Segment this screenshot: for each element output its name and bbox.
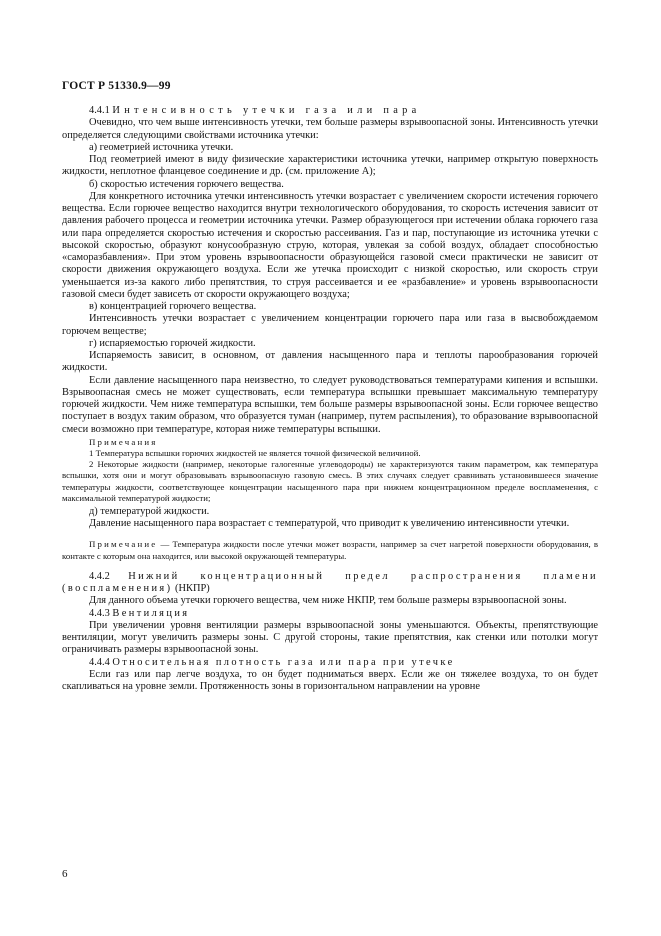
note-2: 2 Некоторые жидкости (например, некоторые галогенные углеводороды) не характеризуются таким параметром, как температура вспышки, хотя они и могут образовывать взрывоопасную газовую смесь. В этих случаях следует сравнивать установившееся значение температуры жидкости, соответствующее концентрации насыщенного пара при нижнем концентрационном пределе воспламенения, с максимальной температурой жидкости; bbox=[62, 459, 598, 503]
note-3-text: — Температура жидкости после утечки может возрасти, например за счет нагретой поверхности оборудования, в контакте с которым она находится, или высокой окружающей температуры. bbox=[62, 539, 598, 561]
paragraph: Для конкретного источника утечки интенсивность утечки возрастает с увеличением скорости истечения горючего вещества. Если горючее вещество находится внутри технологического оборудования, то скорость истечения зависит от давления рабочего процесса и геометрии источника утечки. Размер образующегося при истечении облака горючего газа или пара определяется скоростью истечения и скоростью рассеивания. Газ и пар, поступающие из источника утечки с высокой скоростью, образуют конусообразную струю, которая, увлекая за собой воздух, обладает способностью «саморазбавления». При этом уровень взрывоопасности образующейся газовой смеси практически не зависит от скорости движения окружающего воздуха. Если же утечка происходит с низкой скоростью, или скорость струи уменьшается из-за какого либо препятствия, то струя рассеивается и ее «разбавление» и уровень взрывоопасности газовой смеси будет зависеть от скорости окружающего воздуха; bbox=[62, 190, 598, 300]
section-title: Интенсивность утечки газа или пара bbox=[112, 105, 421, 116]
paragraph: При увеличении уровня вентиляции размеры взрывоопасной зоны уменьшаются. Объекты, препятствующие вентиляции, могут увеличить размеры зоны. С другой стороны, такие препятствия, как стенки или потолки могут ограничивать размеры взрывоопасной зоны. bbox=[62, 619, 598, 656]
section-title: Нижний концентрационный предел распространения пламени (воспламенения) bbox=[62, 570, 598, 595]
section-title: Относительная плотность газа или пара при утечке bbox=[112, 656, 455, 668]
page-number: 6 bbox=[62, 868, 68, 880]
section-4-4-1-heading bbox=[62, 105, 598, 117]
note-3 bbox=[62, 539, 598, 561]
notes-title: Примечания bbox=[89, 436, 158, 447]
section-4-4-3-heading bbox=[62, 608, 598, 620]
list-item-v: в) концентрацией горючего вещества. bbox=[89, 301, 257, 312]
list-item-b: б) скоростью истечения горючего вещества. bbox=[89, 178, 284, 190]
section-4-4-4-heading bbox=[62, 657, 598, 669]
paragraph: Очевидно, что чем выше интенсивность утечки, тем больше размеры взрывоопасной зоны. Интенсивность утечки определяется следующими свойствами источника утечки: bbox=[62, 117, 598, 141]
list-item-g: г) испаряемостью горючей жидкости. bbox=[89, 337, 256, 349]
note-3-title: Примечание bbox=[89, 539, 158, 550]
paragraph: Под геометрией имеют в виду физические характеристики источника утечки, например открытую поверхность жидкости, неплотное фланцевое соединение и др. (см. приложение А); bbox=[62, 154, 598, 178]
paragraph: Если давление насыщенного пара неизвестно, то следует руководствоваться температурами кипения и вспышки. Взрывоопасная смесь не может существовать, если температура вспышки превышает максимальную температуру горючей жидкости. Чем ниже температура вспышки, тем больше размеры взрывоопасной зоны. Если горючее вещество поступает в воздух таким образом, что образуется туман (например, путем распыления), то образование взрывоопасной смеси возможно при температуре, которая ниже температуры вспышки. bbox=[62, 374, 598, 435]
paragraph: Для данного объема утечки горючего вещества, чем ниже НКПР, тем больше размеры взрывоопасной зоны. bbox=[89, 595, 567, 607]
paragraph: Давление насыщенного пара возрастает с температурой, что приводит к увеличению интенсивности утечки. bbox=[89, 518, 570, 530]
section-abbreviation: (НКПР) bbox=[172, 583, 210, 595]
section-number: 4.4.1 bbox=[89, 105, 110, 116]
paragraph: Интенсивность утечки возрастает с увеличением концентрации горючего пара или газа в высвобождаемом горючем веществе; bbox=[62, 313, 598, 337]
section-number: 4.4.4 bbox=[89, 656, 110, 668]
paragraph: Испаряемость зависит, в основном, от давления насыщенного пара и теплоты парообразования горючей жидкости. bbox=[62, 350, 598, 374]
notes-heading bbox=[62, 437, 598, 448]
section-number: 4.4.3 bbox=[89, 607, 110, 619]
paragraph: Если газ или пар легче воздуха, то он будет подниматься вверх. Если же он тяжелее воздуха, то он будет скапливаться на уровне земли. Протяженность зоны в горизонтальном направлении на уровне bbox=[62, 668, 598, 693]
note-1: 1 Температура вспышки горючих жидкостей не является точной физической величиной. bbox=[89, 447, 421, 458]
section-title: Вентиляция bbox=[112, 607, 190, 619]
list-item-d: д) температурой жидкости. bbox=[89, 505, 210, 517]
section-number: 4.4.2 bbox=[89, 570, 110, 582]
document-header: ГОСТ Р 51330.9—99 bbox=[62, 80, 171, 92]
section-4-4-2-heading bbox=[62, 571, 598, 596]
list-item-a: а) геометрией источника утечки. bbox=[89, 141, 234, 153]
document-body bbox=[62, 105, 598, 693]
